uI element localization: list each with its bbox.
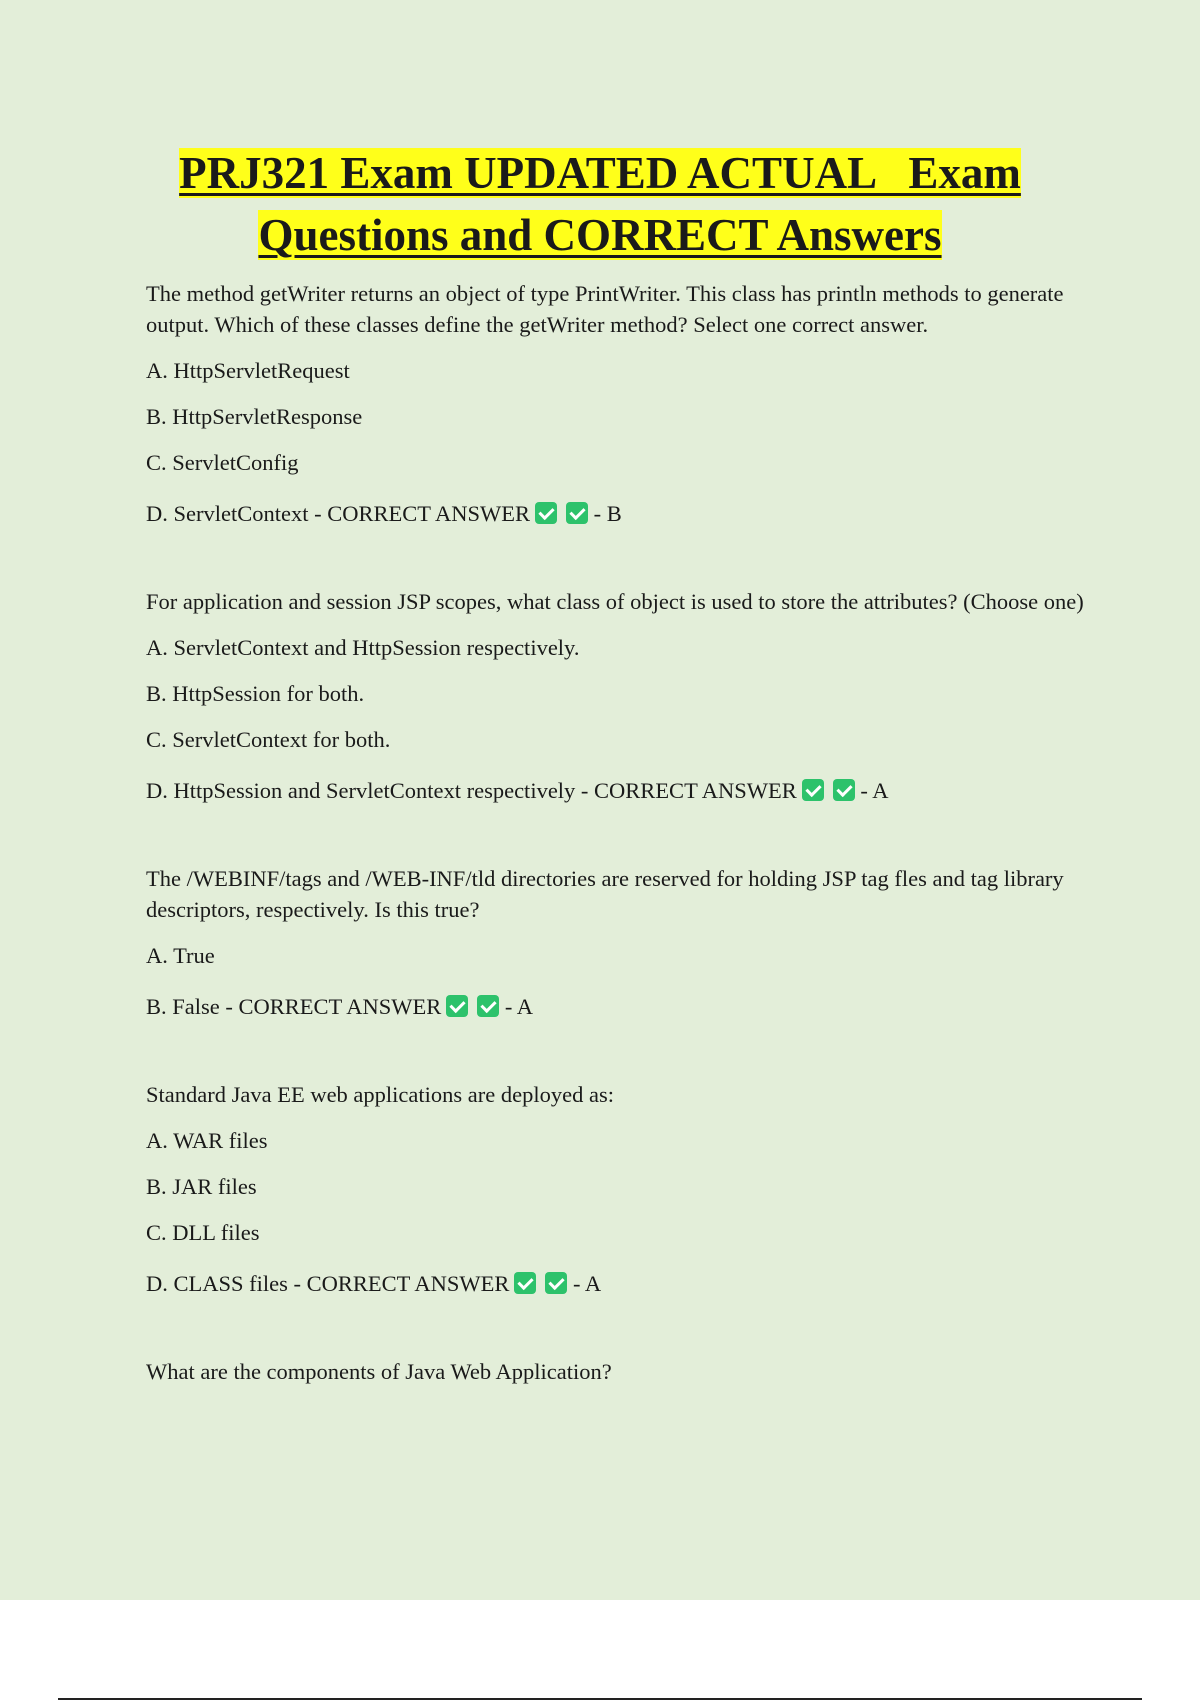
option: A. WAR files xyxy=(146,1128,268,1153)
answer-option-text: D. ServletContext - CORRECT ANSWER xyxy=(146,501,530,526)
question-text: The /WEBINF/tags and /WEB-INF/tld directories are reserved for holding JSP tag fles and tag library descriptors, respectively. Is this true? xyxy=(146,866,1064,922)
question-2 xyxy=(146,586,1086,806)
correct-answer-value: - A xyxy=(573,1271,602,1296)
title-line-2: Questions and CORRECT Answers xyxy=(258,210,942,260)
answer-option-text: D. CLASS files - CORRECT ANSWER xyxy=(146,1271,510,1296)
option: C. DLL files xyxy=(146,1220,260,1245)
correct-answer-value: - A xyxy=(860,778,889,803)
question-5 xyxy=(146,1356,1086,1387)
title-line-1: PRJ321 Exam UPDATED ACTUAL Exam xyxy=(179,148,1021,198)
answer-option-text: D. HttpSession and ServletContext respectively - CORRECT ANSWER xyxy=(146,778,797,803)
answer-line xyxy=(146,498,1086,529)
option: C. ServletConfig xyxy=(146,450,299,475)
check-icon xyxy=(514,1272,536,1294)
option: A. HttpServletRequest xyxy=(146,358,350,383)
questions-list xyxy=(146,278,1086,1444)
check-icon xyxy=(535,502,557,524)
check-icon xyxy=(566,502,588,524)
answer-option-text: B. False - CORRECT ANSWER xyxy=(146,994,442,1019)
question-text: For application and session JSP scopes, what class of object is used to store the attributes? (Choose one) xyxy=(146,589,1084,614)
check-icon xyxy=(802,779,824,801)
question-1 xyxy=(146,278,1086,529)
question-text: Standard Java EE web applications are deployed as: xyxy=(146,1082,614,1107)
question-text: What are the components of Java Web Application? xyxy=(146,1359,612,1384)
document-title xyxy=(100,142,1100,266)
option: A. ServletContext and HttpSession respectively. xyxy=(146,635,580,660)
question-text: The method getWriter returns an object of type PrintWriter. This class has println methods to generate output. Which of these classes define the getWriter method? Select one correct answer. xyxy=(146,281,1064,337)
answer-line xyxy=(146,991,1086,1022)
option: C. ServletContext for both. xyxy=(146,727,391,752)
answer-line xyxy=(146,1268,1086,1299)
check-icon xyxy=(545,1272,567,1294)
option: B. HttpServletResponse xyxy=(146,404,363,429)
option: A. True xyxy=(146,943,215,968)
check-icon xyxy=(477,995,499,1017)
check-icon xyxy=(833,779,855,801)
correct-answer-value: - A xyxy=(504,994,533,1019)
option: B. HttpSession for both. xyxy=(146,681,365,706)
question-4 xyxy=(146,1079,1086,1299)
check-icon xyxy=(446,995,468,1017)
correct-answer-value: - B xyxy=(593,501,622,526)
answer-line xyxy=(146,775,1086,806)
option: B. JAR files xyxy=(146,1174,257,1199)
question-3 xyxy=(146,863,1086,1022)
